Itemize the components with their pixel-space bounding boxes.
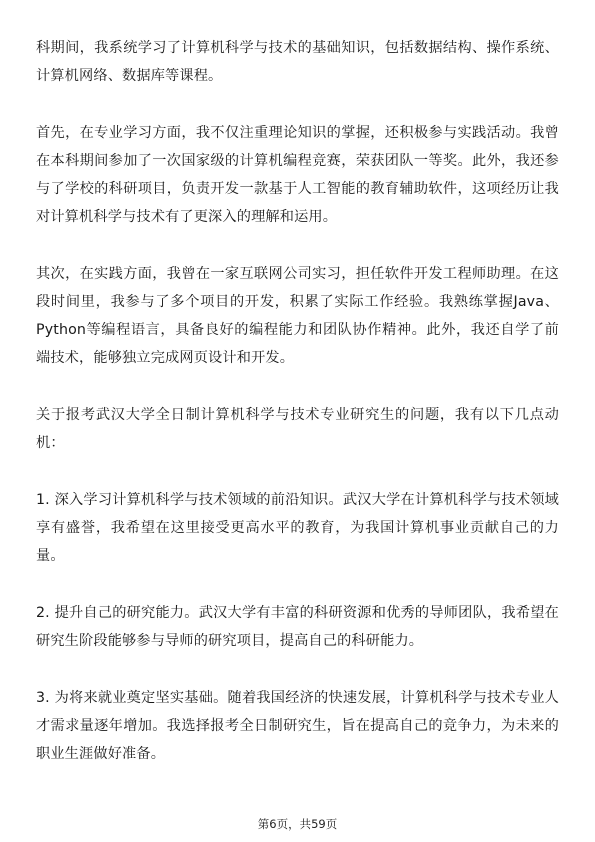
paragraph-study-period: 科期间，我系统学习了计算机科学与技术的基础知识，包括数据结构、操作系统、计算机网络、数据库等课程。	[36, 40, 559, 84]
paragraph-motivation-3: 3. 为将来就业奠定坚实基础。随着我国经济的快速发展，计算机科学与技术专业人才需求量逐年增加。我选择报考全日制研究生，旨在提高自己的竞争力，为未来的职业生涯做好准备。	[36, 690, 559, 762]
paragraph-gap	[36, 90, 559, 119]
paragraph-gap	[36, 570, 559, 599]
paragraph-motivation-2: 2. 提升自己的研究能力。武汉大学有丰富的科研资源和优秀的导师团队，我希望在研究生阶段能够参与导师的研究项目，提高自己的科研能力。	[36, 605, 559, 649]
paragraph-professional-study: 首先，在专业学习方面，我不仅注重理论知识的掌握，还积极参与实践活动。我曾在本科期间参加了一次国家级的计算机编程竞赛，荣获团队一等奖。此外，我还参与了学校的科研项目，负责开发一款基于人工智能的教育辅助软件，这项经历让我对计算机科学与技术有了更深入的理解和运用。	[36, 125, 559, 225]
paragraph-practice: 其次，在实践方面，我曾在一家互联网公司实习，担任软件开发工程师助理。在这段时间里，我参与了多个项目的开发，积累了实际工作经验。我熟练掌握Java、Python等编程语言，具备良好的编程能力和团队协作精神。此外，我还自学了前端技术，能够独立完成网页设计和开发。	[36, 266, 559, 366]
paragraph-gap	[36, 655, 559, 684]
paragraph-gap	[36, 231, 559, 260]
page-number-footer: 第6页，共59页	[257, 817, 338, 831]
paragraph-gap	[36, 457, 559, 486]
paragraph-motivation-intro: 关于报考武汉大学全日制计算机科学与技术专业研究生的问题，我有以下几点动机：	[36, 407, 559, 451]
paragraph-gap	[36, 372, 559, 401]
paragraph-motivation-1: 1. 深入学习计算机科学与技术领域的前沿知识。武汉大学在计算机科学与技术领域享有盛誉，我希望在这里接受更高水平的教育，为我国计算机事业贡献自己的力量。	[36, 492, 559, 564]
